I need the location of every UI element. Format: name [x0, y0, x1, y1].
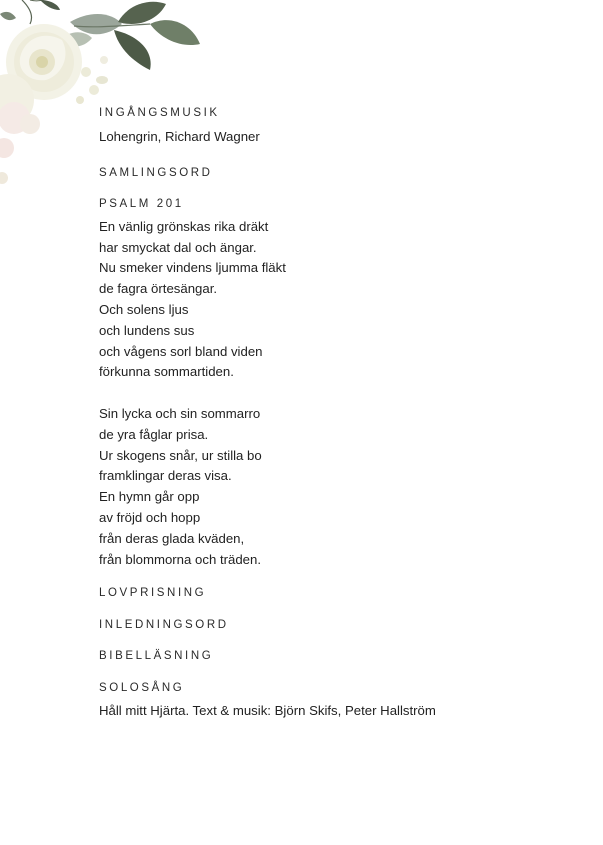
verse-line: de yra fåglar prisa. [99, 426, 209, 442]
psalm-heading: PSALM 201 [99, 197, 184, 210]
verse-line: förkunna sommartiden. [99, 364, 234, 380]
verse-line: från blommorna och träden. [99, 551, 261, 567]
verse-line: och vågens sorl bland viden [99, 343, 263, 359]
verse-line: Ur skogens snår, ur stilla bo [99, 447, 262, 463]
psalm-verse-2 [99, 404, 579, 570]
verse-line: En hymn går opp [99, 489, 200, 505]
solosang-text: Håll mitt Hjärta. Text & musik: Björn Skifs, Peter Hallström [99, 703, 436, 719]
verse-line: av fröjd och hopp [99, 509, 201, 525]
solosang-heading: SOLOSÅNG [99, 682, 185, 695]
psalm-verse-1 [99, 217, 579, 383]
inledningsord-heading: INLEDNINGSORD [99, 619, 229, 632]
verse-line: och lundens sus [99, 322, 195, 338]
ingangsmusik-text: Lohengrin, Richard Wagner [99, 129, 260, 144]
samlingsord-heading: SAMLINGSORD [99, 166, 213, 179]
program-content [99, 106, 579, 722]
ingangsmusik-heading: INGÅNGSMUSIK [99, 107, 220, 119]
lovprisning-heading: LOVPRISNING [99, 587, 207, 600]
verse-line: En vänlig grönskas rika dräkt [99, 218, 269, 234]
verse-line: har smyckat dal och ängar. [99, 239, 257, 255]
verse-line: framklingar deras visa. [99, 468, 232, 484]
verse-line: de fagra örtesängar. [99, 281, 218, 297]
bibellasning-heading: BIBELLÄSNING [99, 650, 214, 663]
verse-line: från deras glada kväden, [99, 530, 245, 546]
verse-line: Och solens ljus [99, 301, 189, 317]
verse-line: Sin lycka och sin sommarro [99, 405, 261, 421]
verse-line: Nu smeker vindens ljumma fläkt [99, 260, 286, 276]
